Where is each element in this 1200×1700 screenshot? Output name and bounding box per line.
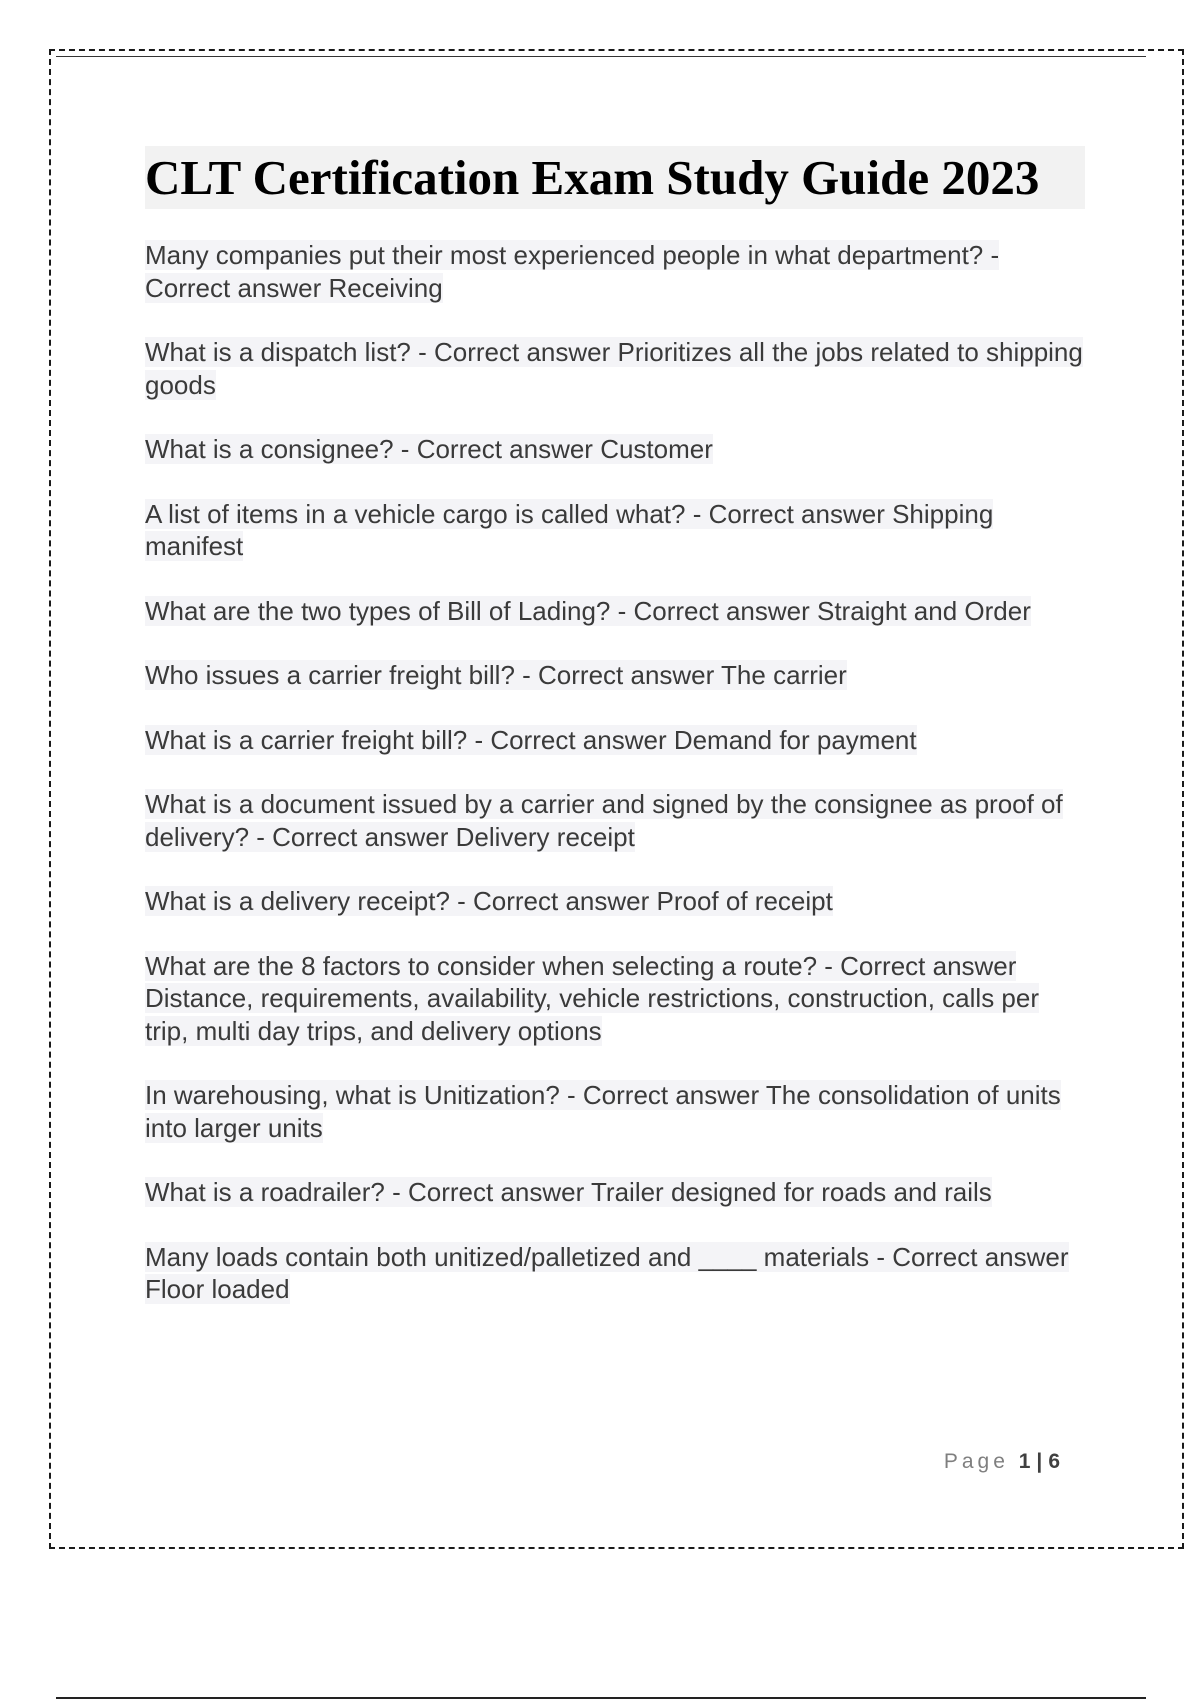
page-separator: | (1036, 1450, 1043, 1473)
title-block (145, 146, 1085, 209)
qa-item: What are the 8 factors to consider when selecting a route? - Correct answer Distance, requirements, availability, vehicle restrictions, construction, calls per trip, multi day trips, and delivery options (145, 950, 1039, 1046)
qa-item: What is a consignee? - Correct answer Customer (145, 434, 713, 464)
qa-item: What is a dispatch list? - Correct answer Prioritizes all the jobs related to shipping goods (145, 337, 1083, 400)
qa-item: What is a document issued by a carrier and signed by the consignee as proof of delivery? - Correct answer Delivery receipt (145, 789, 1063, 852)
document-body (145, 146, 1085, 1338)
qa-item: Many companies put their most experienced people in what department? - Correct answer Receiving (145, 240, 1000, 303)
qa-item: What are the two types of Bill of Lading? - Correct answer Straight and Order (145, 595, 1031, 626)
qa-item: What is a roadrailer? - Correct answer Trailer designed for roads and rails (145, 1177, 992, 1207)
page-total: 6 (1048, 1450, 1060, 1473)
qa-item: What is a delivery receipt? - Correct answer Proof of receipt (145, 886, 833, 916)
page-number-footer (944, 1450, 1060, 1474)
document-title: CLT Certification Exam Study Guide 2023 (145, 150, 1040, 205)
bottom-rule (56, 1697, 1146, 1699)
page-label: Page (943, 1450, 1009, 1473)
qa-item: Many loads contain both unitized/palletized and ____ materials - Correct answer Floor loaded (145, 1241, 1069, 1304)
qa-item: Who issues a carrier freight bill? - Correct answer The carrier (145, 660, 847, 690)
page-current: 1 (1018, 1450, 1031, 1473)
qa-item: A list of items in a vehicle cargo is called what? - Correct answer Shipping manifest (145, 498, 994, 561)
qa-item: What is a carrier freight bill? - Correct answer Demand for payment (145, 724, 917, 755)
qa-item: In warehousing, what is Unitization? - Correct answer The consolidation of units into larger units (145, 1080, 1061, 1143)
page-border-top-rule (56, 56, 1146, 57)
